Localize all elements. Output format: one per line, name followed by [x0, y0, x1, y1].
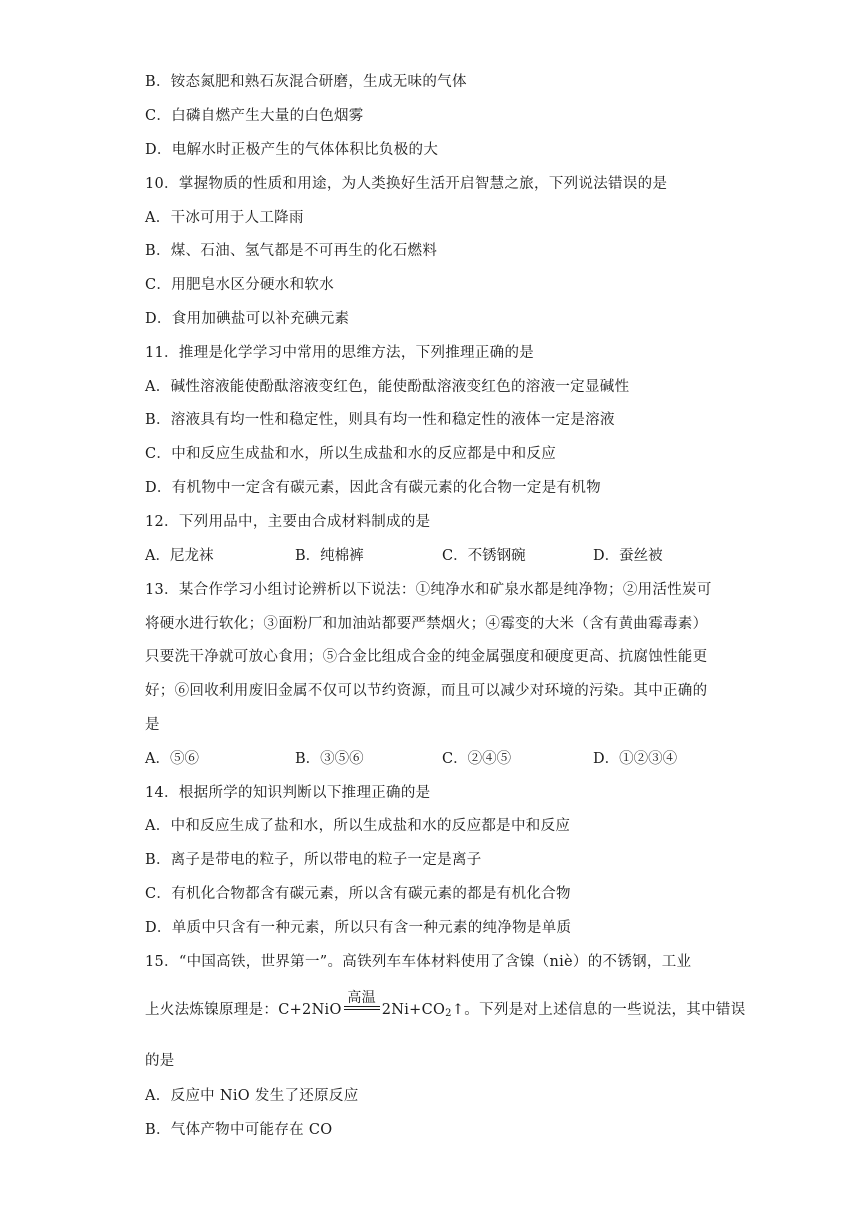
q11-option-c: C．中和反应生成盐和水，所以生成盐和水的反应都是中和反应 [145, 446, 556, 462]
q10-option-c: C．用肥皂水区分硬水和软水 [145, 277, 334, 293]
q15-stem-line1: 15．“中国高铁，世界第一”。高铁列车车体材料使用了含镍（niè）的不锈钢，工业 [145, 954, 692, 970]
q13-stem-line2: 将硬水进行软化；③面粉厂和加油站都要严禁烟火；④霉变的大米（含有黄曲霉毒素） [145, 616, 708, 632]
q13-option-d: D．①②③④ [593, 751, 678, 767]
q15-stem-line3: 的是 [145, 1053, 175, 1069]
q15-option-b: B．气体产物中可能存在 CO [145, 1122, 333, 1138]
q12-option-c: C．不锈钢碗 [442, 548, 526, 564]
q15-equation-line [145, 990, 746, 1024]
q10-option-b: B．煤、石油、氢气都是不可再生的化石燃料 [145, 243, 438, 259]
q9-option-b: B．铵态氮肥和熟石灰混合研磨，生成无味的气体 [145, 74, 467, 90]
q13-option-c: C．②④⑤ [442, 751, 512, 767]
q12-option-d: D．蚕丝被 [593, 548, 663, 564]
q12-option-b: B．纯棉裤 [295, 548, 364, 564]
q14-option-b: B．离子是带电的粒子，所以带电的粒子一定是离子 [145, 852, 482, 868]
q11-stem: 11．推理是化学学习中常用的思维方法，下列推理正确的是 [145, 345, 535, 361]
q14-option-c: C．有机化合物都含有碳元素，所以含有碳元素的都是有机化合物 [145, 886, 571, 902]
q12-option-a: A．尼龙袜 [145, 548, 214, 564]
q9-option-d: D．电解水时正极产生的气体体积比负极的大 [145, 142, 439, 158]
q15-products: 2Ni+CO [381, 1002, 446, 1018]
q13-option-b: B．③⑤⑥ [295, 751, 364, 767]
q9-option-c: C．白磷自燃产生大量的白色烟雾 [145, 108, 364, 124]
q10-option-a: A．干冰可用于人工降雨 [145, 210, 304, 226]
q11-option-b: B．溶液具有均一性和稳定性，则具有均一性和稳定性的液体一定是溶液 [145, 412, 615, 428]
q13-stem-line3: 只要洗干净就可放心食用；⑤合金比组成合金的纯金属强度和硬度更高、抗腐蚀性能更 [145, 649, 708, 665]
q11-option-a: A．碱性溶液能使酚酞溶液变红色，能使酚酞溶液变红色的溶液一定显碱性 [145, 379, 630, 395]
q13-stem-line4: 好；⑥回收利用废旧金属不仅可以节约资源，而且可以减少对环境的污染。其中正确的 [145, 683, 708, 699]
q13-stem-line1: 13．某合作学习小组讨论辨析以下说法：①纯净水和矿泉水都是纯净物；②用活性炭可 [145, 582, 712, 598]
q12-stem: 12．下列用品中，主要由合成材料制成的是 [145, 514, 431, 530]
q11-option-d: D．有机物中一定含有碳元素，因此含有碳元素的化合物一定是有机物 [145, 480, 601, 496]
equals-sign [344, 1006, 380, 1010]
reaction-arrow [343, 990, 381, 1014]
q15-stem-continuation: ↑。下列是对上述信息的一些说法，其中错误 [451, 1002, 746, 1018]
q15-option-a: A．反应中 NiO 发生了还原反应 [145, 1088, 359, 1104]
q15-reactants: 上火法炼镍原理是：C+2NiO [145, 1002, 342, 1018]
q10-option-d: D．食用加碘盐可以补充碘元素 [145, 311, 350, 327]
q14-option-d: D．单质中只含有一种元素，所以只有含一种元素的纯净物是单质 [145, 920, 572, 936]
q15-subscript: 2 [445, 1008, 452, 1019]
q10-stem: 10．掌握物质的性质和用途，为人类换好生活开启智慧之旅，下列说法错误的是 [145, 176, 668, 192]
q13-option-a: A．⑤⑥ [145, 751, 199, 767]
q14-option-a: A．中和反应生成了盐和水，所以生成盐和水的反应都是中和反应 [145, 818, 571, 834]
reaction-condition: 高温 [347, 990, 376, 1006]
q14-stem: 14．根据所学的知识判断以下推理正确的是 [145, 785, 431, 801]
q13-stem-line5: 是 [145, 717, 160, 733]
